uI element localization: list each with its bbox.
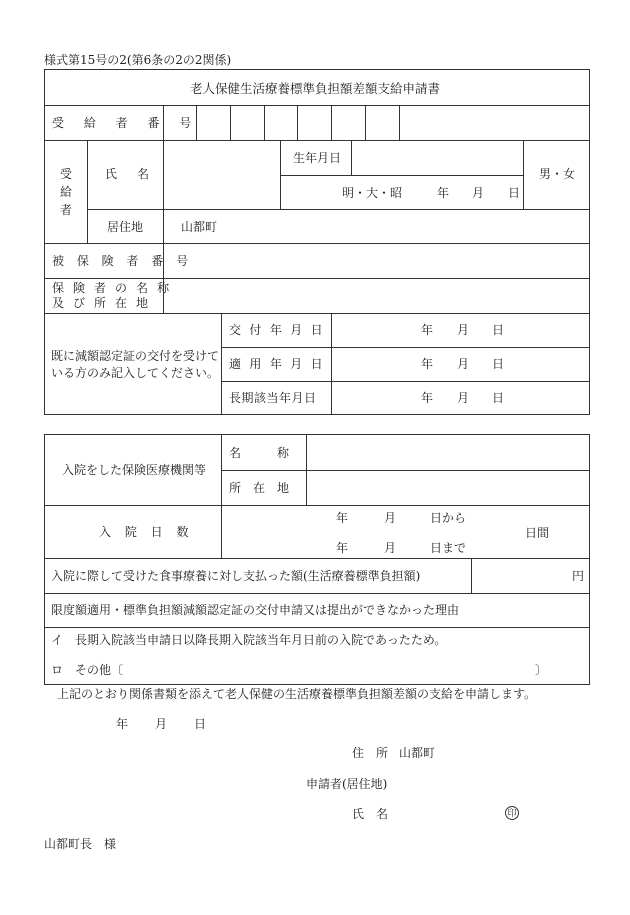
birth-day-unit: 日 — [508, 186, 521, 200]
form-number: 様式第15号の2(第6条の2の2関係) — [44, 53, 232, 67]
hospital-label: 入院をした保険医療機関等 — [62, 463, 207, 477]
insurer-field[interactable] — [164, 279, 590, 313]
application-date[interactable]: 年 月 日 — [116, 717, 208, 731]
stay-until-month-unit: 月 — [384, 541, 397, 555]
recipient-side-label-2: 給 — [60, 185, 73, 199]
sex-options[interactable]: 男・女 — [539, 167, 576, 181]
seal-mark: 印 — [505, 806, 519, 820]
recipient-side-label-3: 者 — [60, 203, 73, 217]
reason-b[interactable]: ロ その他〔 — [51, 663, 124, 677]
applicant-address-value[interactable]: 山都町 — [399, 746, 436, 760]
reason-b-close: 〕 — [535, 663, 548, 677]
apply-month-unit: 月 — [457, 357, 470, 371]
meal-payment-label: 入院に際して受けた食事療養に対し支払った額(生活療養標準負担額) — [51, 569, 421, 583]
insured-number-field[interactable] — [164, 244, 590, 278]
issue-year-unit: 年 — [421, 323, 434, 337]
long-term-day-unit: 日 — [492, 391, 505, 405]
certificate-note-line1: 既に減額認定証の交付を受けて — [51, 349, 220, 363]
reason-label: 限度額適用・標準負担額減額認定証の交付申請又は提出ができなかった理由 — [51, 603, 460, 617]
declaration: 上記のとおり関係書類を添えて老人保健の生活療養標準負担額差額の支給を申請します。 — [57, 687, 537, 701]
reason-a[interactable]: イ 長期入院該当申請日以降長期入院該当年月日前の入院であったため。 — [51, 633, 447, 647]
stay-until-year-unit: 年 — [336, 541, 349, 555]
stay-until-suffix: 日まで — [430, 541, 467, 555]
stay-days-unit: 日間 — [525, 526, 550, 540]
insurer-label-line1: 保 険 者 の 名 称 — [52, 281, 172, 295]
hospital-location-label: 所 在 地 — [229, 481, 290, 495]
issue-date-label: 交 付 年 月 日 — [229, 323, 325, 337]
applicant-name-label: 氏 名 — [352, 807, 389, 821]
stay-from-suffix: 日から — [430, 511, 467, 525]
apply-year-unit: 年 — [421, 357, 434, 371]
stay-label: 入 院 日 数 — [99, 525, 194, 539]
apply-date-label: 適 用 年 月 日 — [229, 357, 325, 371]
applicant-name-field[interactable] — [395, 804, 495, 824]
stay-from-month-unit: 月 — [384, 511, 397, 525]
recipient-name-field[interactable] — [164, 141, 279, 208]
birth-date-label: 生年月日 — [293, 151, 342, 165]
birth-year-unit: 年 — [437, 186, 450, 200]
recipient-name-label: 氏 名 — [105, 167, 154, 181]
issue-day-unit: 日 — [492, 323, 505, 337]
hospital-name-field[interactable] — [307, 435, 590, 469]
insured-number-label: 被 保 険 者 番 号 — [52, 254, 193, 268]
stay-from-year-unit: 年 — [336, 511, 349, 525]
apply-day-unit: 日 — [492, 357, 505, 371]
address-label: 居住地 — [107, 220, 144, 234]
certificate-note-line2: いる方のみ記入してください。 — [51, 366, 220, 380]
applicant-label: 申請者(居住地) — [306, 777, 388, 791]
yen-unit: 円 — [572, 569, 585, 583]
recipient-side-label-1: 受 — [60, 167, 73, 181]
long-term-date-label: 長期該当年月日 — [229, 391, 317, 405]
applicant-address-label: 住 所 — [352, 746, 389, 760]
birth-month-unit: 月 — [472, 186, 485, 200]
addressee: 山都町長 様 — [44, 837, 117, 851]
address-value[interactable]: 山都町 — [181, 220, 218, 234]
long-term-year-unit: 年 — [421, 391, 434, 405]
long-term-month-unit: 月 — [457, 391, 470, 405]
insurer-label-line2: 及 び 所 在 地 — [52, 296, 151, 310]
hospital-name-label: 名 称 — [229, 446, 290, 460]
recipient-number-field[interactable] — [164, 106, 590, 140]
era-options[interactable]: 明・大・昭 — [342, 186, 403, 200]
issue-month-unit: 月 — [457, 323, 470, 337]
recipient-number-label: 受 給 者 番 号 — [52, 116, 200, 130]
hospital-location-field[interactable] — [307, 471, 590, 505]
form-title: 老人保健生活療養標準負担額差額支給申請書 — [189, 81, 440, 96]
